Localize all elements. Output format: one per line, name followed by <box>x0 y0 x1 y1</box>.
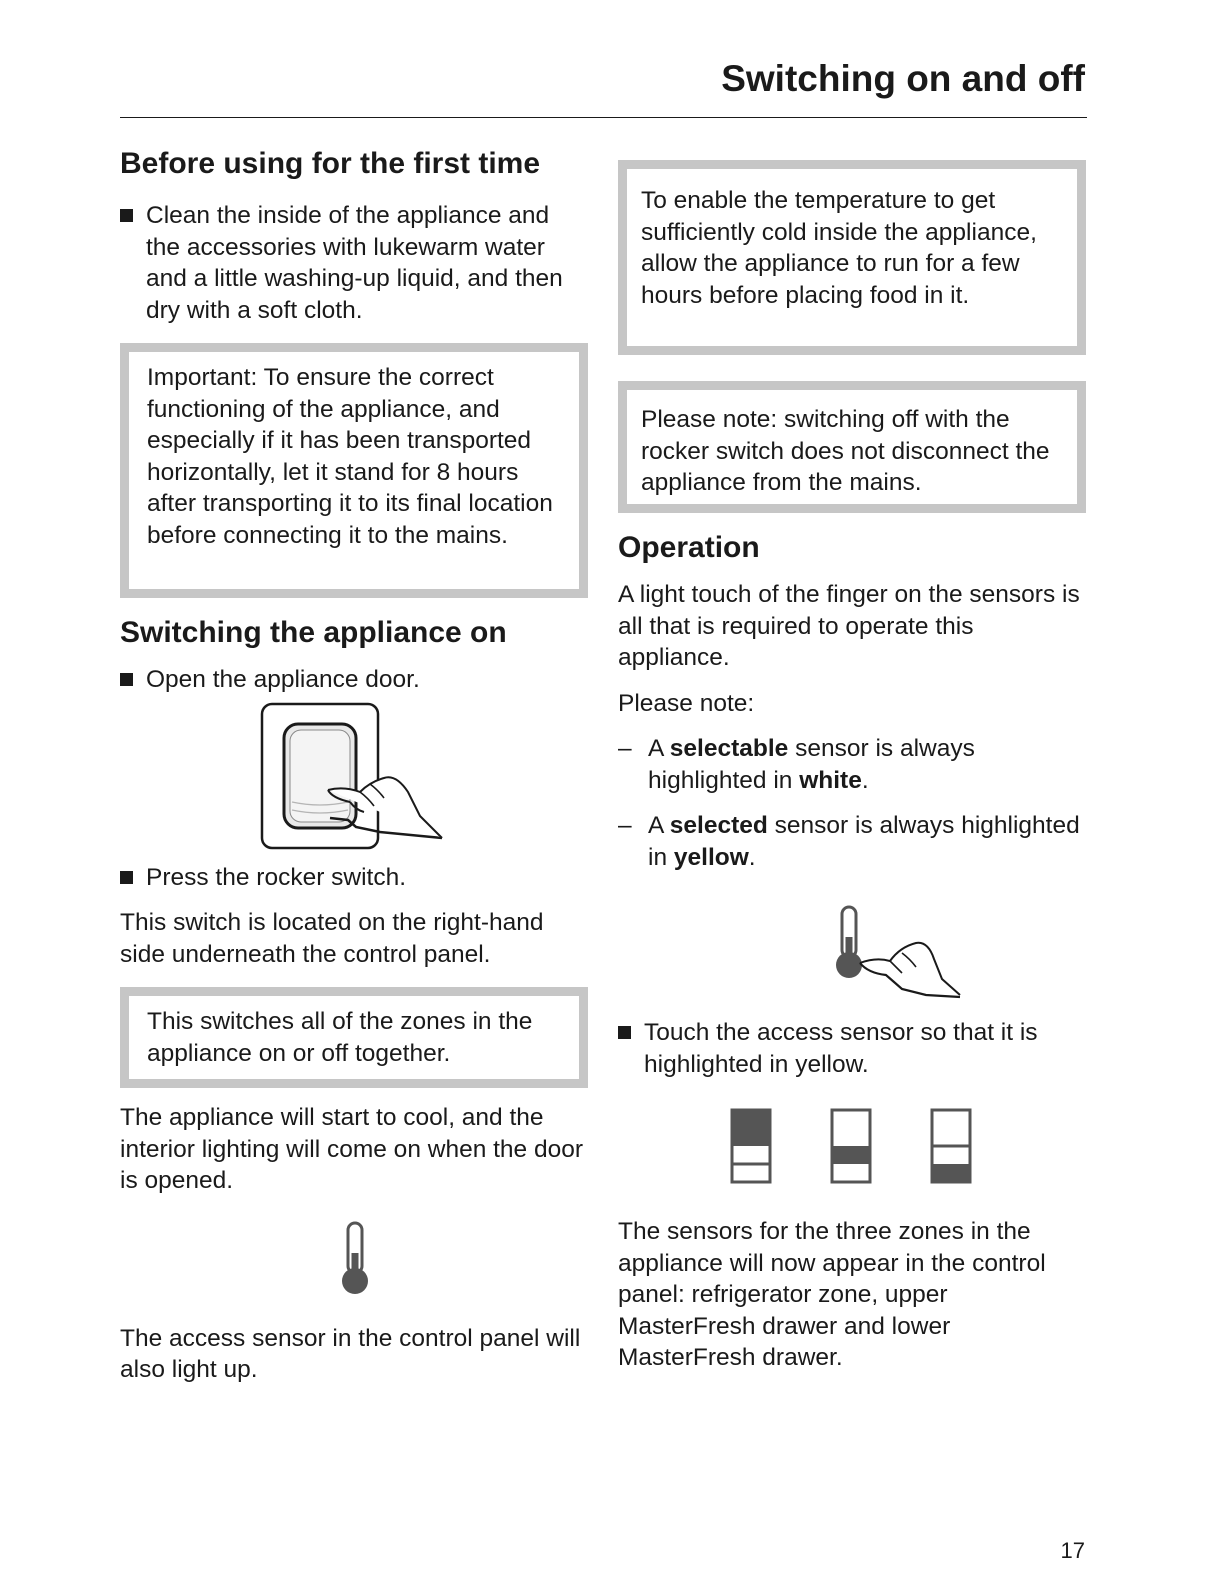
bullet-text: Touch the access sensor so that it is highlighted in yellow. <box>644 1019 1038 1078</box>
emphasis: white <box>799 766 862 794</box>
emphasis: selectable <box>669 735 789 762</box>
list-item: – A selectable sensor is always highlighted in white. <box>618 735 975 794</box>
list-item <box>120 862 590 894</box>
emphasis: selected <box>669 812 768 839</box>
dash-symbol: – <box>618 735 632 762</box>
bullet-text: Open the appliance door. <box>146 666 420 693</box>
zone-sensor-lower-drawer-icon <box>932 1110 970 1182</box>
important-note-box <box>120 343 588 598</box>
note-box <box>120 987 588 1088</box>
bullet-square-icon <box>120 871 133 884</box>
list-item <box>618 1017 1088 1080</box>
left-column <box>120 145 590 1386</box>
zone-sensor-upper-drawer-icon <box>832 1110 870 1182</box>
emphasis: yellow <box>673 843 749 871</box>
page-number: 17 <box>1060 1538 1085 1563</box>
touch-thermometer-icon <box>830 903 970 1003</box>
note-text: To enable the temperature to get sufficiently cold inside the appliance, allow the appliance to run for a few hours before placing food in it. <box>641 187 1037 309</box>
note-text: Important: To ensure the correct functioning of the appliance, and especially if it has been transported horizontally, let it stand for 8 hours after transporting it to its final location before connecting it to the mains. <box>147 364 553 549</box>
bullet-text: Press the rocker switch. <box>146 863 407 891</box>
zone-sensors-illustration <box>730 1108 980 1188</box>
right-column <box>618 160 1088 1374</box>
paragraph: The sensors for the three zones in the appliance will now appear in the control panel: refrigerator zone, upper MasterFresh drawer and lower MasterFresh drawer. <box>618 1218 1046 1371</box>
bullet-text: Clean the inside of the appliance and the accessories with lukewarm water and a little washing-up liquid, and then dry with a soft cloth. <box>146 202 563 324</box>
note-box <box>618 160 1086 355</box>
note-text: This switches all of the zones in the appliance on or off together. <box>147 1008 533 1067</box>
header-divider <box>120 117 1087 118</box>
list-item: – A selected sensor is always highlighted in yellow. <box>618 812 1080 871</box>
list-item <box>120 200 590 326</box>
bullet-square-icon <box>120 673 133 686</box>
list-item <box>120 664 590 696</box>
note-text: Please note: switching off with the rocker switch does not disconnect the appliance from the mains. <box>641 406 1050 496</box>
section-heading-first-use: Before using for the first time <box>120 147 541 180</box>
paragraph: The appliance will start to cool, and the interior lighting will come on when the door is opened. <box>120 1104 584 1194</box>
bullet-square-icon <box>120 209 133 222</box>
paragraph: Please note: <box>618 689 755 717</box>
section-heading-operation: Operation <box>618 531 760 564</box>
paragraph: A light touch of the finger on the sensors is all that is required to operate this appliance. <box>618 581 1080 671</box>
paragraph: This switch is located on the right-hand side underneath the control panel. <box>120 909 544 968</box>
zone-sensor-refrigerator-icon <box>732 1110 770 1182</box>
bullet-square-icon <box>618 1026 631 1039</box>
thermometer-icon <box>335 1219 375 1299</box>
open-door-illustration <box>260 702 460 852</box>
paragraph: The access sensor in the control panel will also light up. <box>120 1324 581 1383</box>
please-note-box <box>618 381 1086 513</box>
section-heading-switching-on: Switching the appliance on <box>120 616 507 649</box>
dash-symbol: – <box>618 812 632 839</box>
page-title: Switching on and off <box>721 58 1085 99</box>
